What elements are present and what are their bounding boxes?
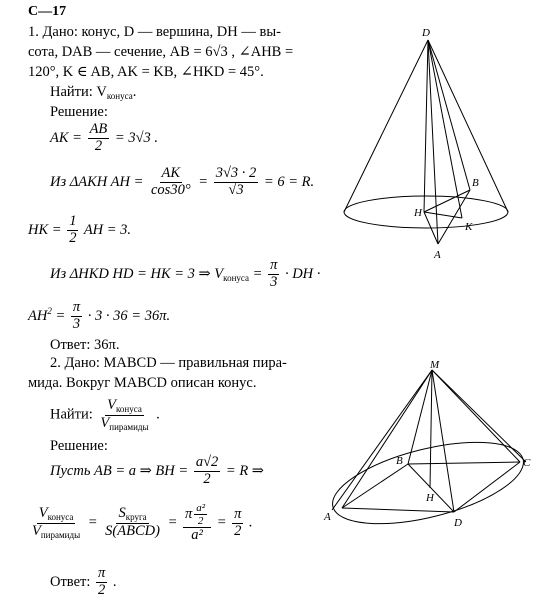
segment-DH <box>424 40 428 212</box>
p1-line3: 120°, K ∈ AB, AK = KB, ∠HKD = 45°. <box>28 64 264 80</box>
edge-MA <box>342 370 432 508</box>
p1-solution-label: Решение: <box>50 104 108 120</box>
label-D: D <box>422 27 430 39</box>
label2-A: A <box>324 511 331 523</box>
p1-line1: 1. Дано: конус, D — вершина, DH — вы- <box>28 24 281 40</box>
label2-C: C <box>523 457 531 469</box>
side-AB <box>342 464 408 508</box>
label-B: B <box>472 177 479 189</box>
p2-step1: Пусть AB = a ⇒ BH = $\frac{a√2}{2}$ = R ⇒ <box>50 454 264 487</box>
height-MH <box>430 370 432 488</box>
edge-MD <box>432 370 454 512</box>
label2-D: D <box>454 517 462 529</box>
label2-M: M <box>430 360 440 371</box>
p1-step3: HK = $\frac{1}{2}$ AH = 3. <box>28 213 132 246</box>
p2-find: Найти: $\frac{V_{конуса}}{V_{пирамиды}}$ . <box>50 397 160 432</box>
p1-answer: Ответ: 36π. <box>50 337 120 353</box>
segment-DK <box>428 40 462 218</box>
p2-step2: $\frac{V_{конуса}}{V_{пирамиды}}$ = $\frac{S_{круга}}{\text{S(ABCD)}}$ = π $\frac{\text{a²}}{2}$ a² = $\frac{\pi}{2}$ . <box>32 502 253 544</box>
label2-B: B <box>396 455 403 467</box>
p1-step1: AK = $\frac{AB}{2}$ = 3√3 . <box>50 121 159 154</box>
pyramid-cone-figure <box>320 360 535 535</box>
p2-line2: мида. Вокруг MABCD описан конус. <box>28 375 257 391</box>
p1-line2: сота, DAB — сечение, AB = 6√3 , ∠AHB = <box>28 44 294 60</box>
side-BC <box>408 462 520 464</box>
cone-left-generatrix <box>344 40 428 212</box>
cone-figure <box>338 22 518 272</box>
p2-line1: 2. Дано: MABCD — правильная пира- <box>50 355 287 371</box>
p1-step5: $AH^2$ = $\frac{\pi}{3}$ · 3 · 36 = 36π. <box>28 299 171 332</box>
side-DA <box>342 508 454 512</box>
edge-MC <box>432 370 520 462</box>
p1-step2: Из ΔAKH AH = $\frac{AK}{\cos 30^\circ}$ = $\frac{3√3 \cdot 2}{√3}$ = 6 = R. <box>50 165 315 198</box>
page-title: C—17 <box>28 4 67 19</box>
diagonal-BD <box>408 464 454 512</box>
label-H: H <box>414 207 422 219</box>
cone2-right-generatrix <box>432 370 526 462</box>
p1-find: Найти: $V_{конуса}$. <box>50 84 137 101</box>
cone2-left-generatrix <box>332 370 432 510</box>
label-K: K <box>465 221 473 233</box>
p2-answer: Ответ: $\frac{\pi}{2}$ . <box>50 565 117 598</box>
pyramid-cone-base-ellipse <box>325 426 532 535</box>
cone-right-generatrix <box>428 40 508 212</box>
label-A: A <box>434 249 441 261</box>
p1-step4: Из ΔHKD HD = HK = 3 ⇒ $V_{конуса}$ = $\frac{\pi}{3}$ · DH · <box>50 257 321 290</box>
side-CD <box>454 462 520 512</box>
p2-solution-label: Решение: <box>50 438 108 454</box>
label2-H: H <box>426 492 434 504</box>
